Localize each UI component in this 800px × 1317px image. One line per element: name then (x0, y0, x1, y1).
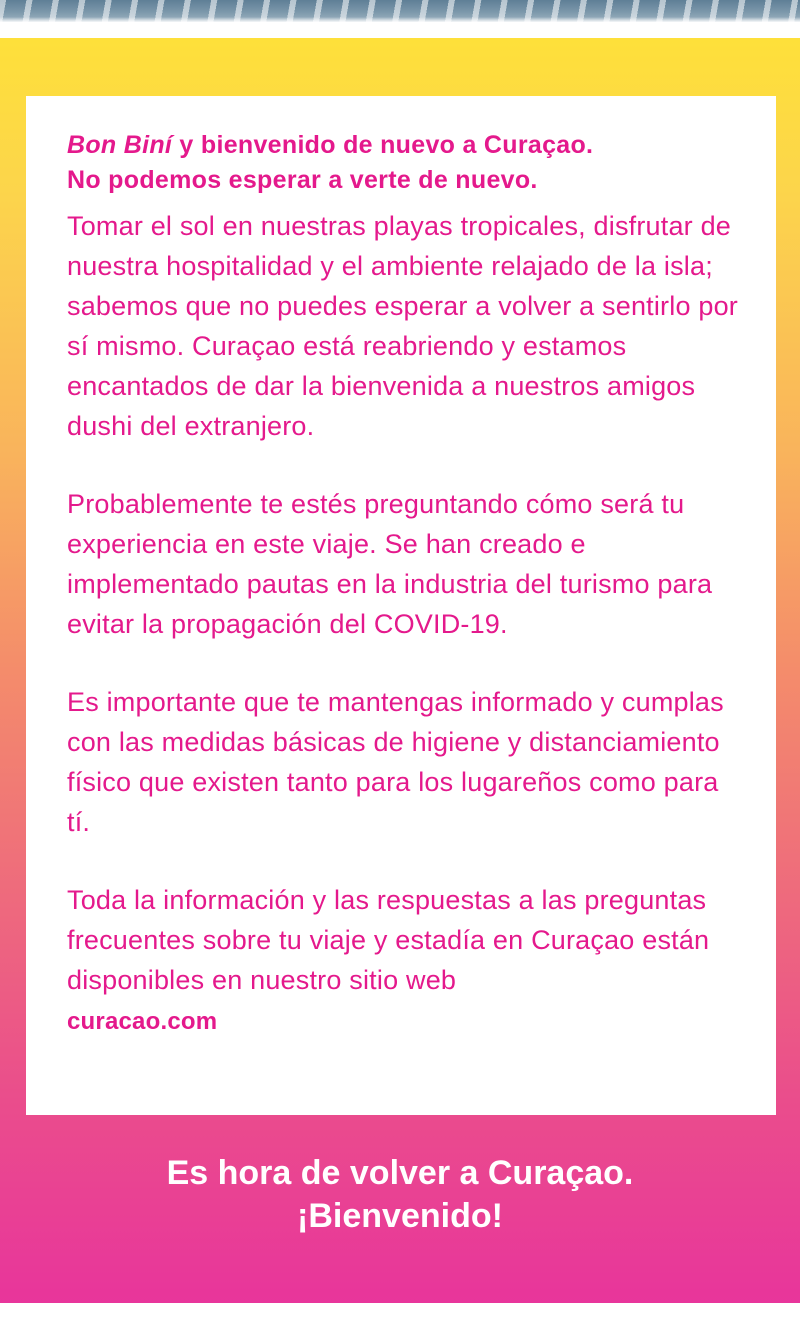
welcome-headline (67, 128, 747, 198)
headline-line2: No podemos esperar a verte de nuevo. (67, 166, 538, 194)
headline-line1: y bienvenido de nuevo a Curaçao. (179, 131, 594, 159)
paragraph-info (67, 880, 747, 1042)
closing-message (0, 1152, 800, 1238)
paragraph-intro: Tomar el sol en nuestras playas tropicales, disfrutar de nuestra hospitalidad y el ambiente relajado de la isla; sabemos que no puedes esperar a volver a sentirlo por sí mismo. Curaçao está reabriendo y estamos encantados de dar la bienvenida a nuestros amigos dushi del extranjero. (67, 211, 738, 441)
closing-line2: ¡Bienvenido! (297, 1197, 503, 1235)
website-link[interactable]: curacao.com (67, 1008, 218, 1035)
paragraph-hygiene: Es importante que te mantengas informado y cumplas con las medidas básicas de higiene y distanciamiento físico que existen tanto para los lugareños como para tí. (67, 687, 724, 837)
headline-italic: Bon Biní (67, 131, 173, 159)
paragraph-info-text: Toda la información y las respuestas a las preguntas frecuentes sobre tu viaje y estadía en Curaçao están disponibles en nuestro sitio web (67, 885, 710, 995)
closing-line1: Es hora de volver a Curaçao. (166, 1154, 634, 1192)
paragraph-experience: Probablemente te estés preguntando cómo será tu experiencia en este viaje. Se han creado e implementado pautas en la industria del turismo para evitar la propagación del COVID-19. (67, 489, 713, 639)
ocean-banner-image (0, 0, 800, 22)
message-content (67, 128, 747, 1042)
message-card (26, 96, 776, 1115)
